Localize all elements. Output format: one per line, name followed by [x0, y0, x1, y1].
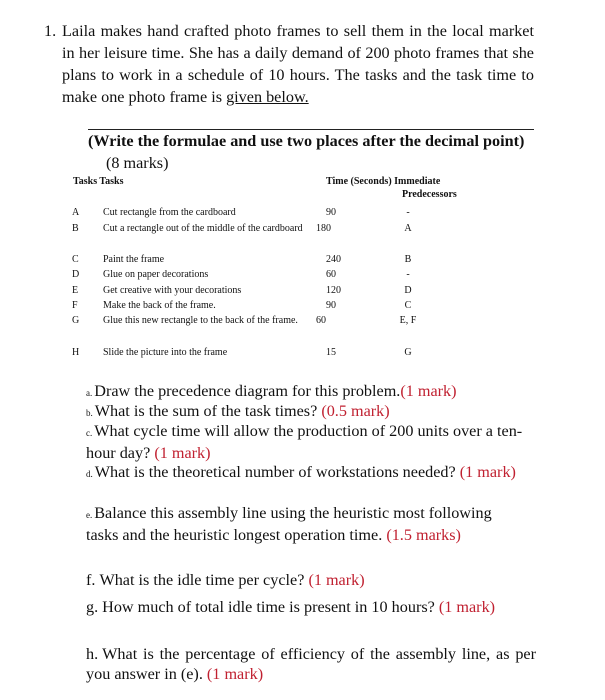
task-pred: B: [404, 254, 412, 265]
subquestion-label: g.: [86, 598, 99, 616]
subquestion-label: e.: [86, 510, 93, 520]
subquestion-c: [86, 421, 526, 463]
subquestion-h: [86, 644, 536, 684]
subquestion-label: f.: [86, 571, 96, 589]
task-pred: A: [404, 223, 412, 234]
subquestion-text: What is the sum of the task times?: [94, 402, 318, 420]
subquestion-b: [86, 401, 536, 423]
subquestion-label: d.: [86, 469, 93, 479]
task-time: 120: [326, 285, 341, 296]
task-id: H: [72, 347, 80, 358]
task-id: E: [72, 285, 79, 296]
subquestion-label: b.: [86, 408, 93, 418]
subquestion-text: What is the percentage of efficiency of the assembly line, as per you answer in (e).: [86, 645, 536, 683]
task-id: B: [72, 223, 79, 234]
task-desc: Glue on paper decorations: [103, 269, 209, 280]
task-desc: Glue this new rectangle to the back of the frame.: [103, 315, 298, 326]
subquestion-a: [86, 381, 536, 403]
task-time: 90: [326, 207, 336, 218]
subquestion-marks: (1 mark): [459, 463, 516, 481]
subquestion-label: h.: [86, 645, 99, 663]
subquestion-text: How much of total idle time is present in 10 hours?: [102, 598, 435, 616]
subquestion-text: Draw the precedence diagram for this problem.: [94, 382, 401, 400]
task-id: G: [72, 315, 80, 326]
subquestion-marks: (1 mark): [206, 665, 264, 683]
subquestion-marks: (1 mark): [400, 382, 457, 400]
task-desc: Get creative with your decorations: [103, 285, 242, 296]
instruction-marks: (8 marks): [106, 154, 169, 172]
subquestion-text: What is the theoretical number of workstations needed?: [94, 463, 456, 481]
subquestion-text: What cycle time will allow the production of 200 units over a ten-hour day?: [86, 422, 523, 462]
task-id: A: [72, 207, 80, 218]
task-desc: Cut a rectangle out of the middle of the cardboard: [103, 223, 303, 234]
task-time: 15: [326, 347, 336, 358]
task-time: 240: [326, 254, 341, 265]
task-time: 60: [326, 269, 336, 280]
subquestion-f: [86, 570, 536, 590]
task-id: D: [72, 269, 80, 280]
question-intro-text: Laila makes hand crafted photo frames to sell them in the local market in her leisure time. She has a daily demand of 200 photo frames that she plans to work in a schedule of 10 hours. The tasks and the task time to make one photo frame is: [62, 22, 534, 106]
task-id: F: [72, 300, 78, 311]
subquestion-text: What is the idle time per cycle?: [99, 571, 305, 589]
task-time: 90: [326, 300, 336, 311]
subquestion-marks: (0.5 mark): [321, 402, 390, 420]
instruction: [88, 130, 534, 174]
task-pred: D: [404, 285, 412, 296]
task-time: 60: [316, 315, 326, 326]
task-desc: Cut rectangle from the cardboard: [103, 207, 236, 218]
header-predecessors: Predecessors: [402, 189, 457, 200]
subquestion-g: [86, 597, 536, 617]
question-number: 1.: [44, 22, 57, 40]
task-desc: Paint the frame: [103, 254, 165, 265]
subquestion-marks: (1 mark): [154, 444, 211, 462]
subquestion-text: Balance this assembly line using the heuristic most following tasks and the heuristic longest operation time.: [86, 504, 492, 544]
subquestion-marks: (1 mark): [438, 598, 496, 616]
task-pred: G: [404, 347, 412, 358]
header-time: [326, 176, 440, 187]
subquestion-label: a.: [86, 388, 93, 398]
task-desc: Slide the picture into the frame: [103, 347, 228, 358]
instruction-text: (Write the formulae and use two places after the decimal point): [88, 132, 525, 150]
subquestion-marks: (1.5 marks): [386, 526, 461, 544]
subquestion-e: [86, 503, 506, 545]
question-intro-end: given below.: [226, 88, 309, 106]
task-pred: -: [406, 207, 410, 218]
header-immediate: Immediate: [394, 176, 441, 187]
subquestion-label: c.: [86, 428, 93, 438]
task-pred: E, F: [399, 315, 417, 326]
task-pred: -: [406, 269, 410, 280]
task-id: C: [72, 254, 79, 265]
header-time-label: Time (Seconds): [326, 176, 392, 187]
task-time: 180: [316, 223, 331, 234]
header-tasks: Tasks Tasks: [73, 176, 124, 187]
subquestion-marks: (1 mark): [308, 571, 365, 589]
task-pred: C: [404, 300, 412, 311]
task-desc: Make the back of the frame.: [103, 300, 216, 311]
question-intro: [44, 20, 534, 108]
subquestion-d: [86, 462, 526, 484]
